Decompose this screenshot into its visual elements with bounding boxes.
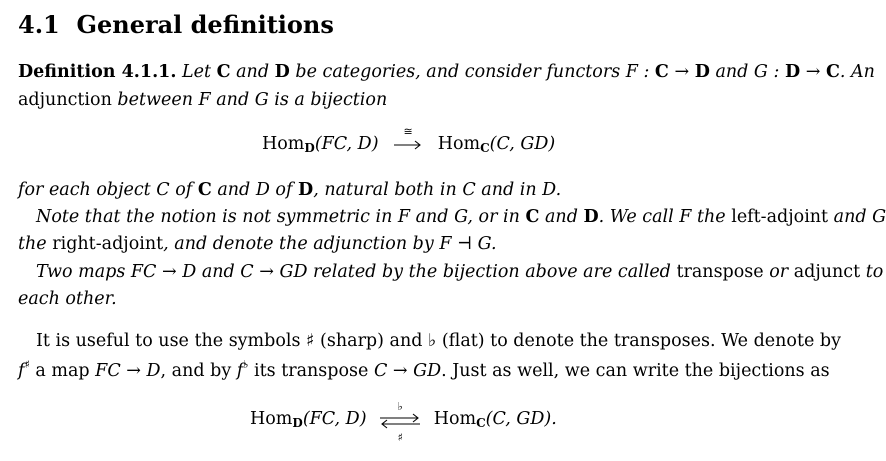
section-number: 4.1	[18, 10, 60, 39]
term-adjunct: adjunct	[793, 262, 861, 282]
definition-label: Definition 4.1.1.	[18, 62, 177, 82]
sharp-label: ♯	[397, 430, 403, 444]
definition-line-5: the right-adjoint, and denote the adjunction by F ⊣ G.	[18, 234, 497, 254]
definition-line-4: Note that the notion is not symmetric in F and G, or in C and D. We call F the left-adjoint and G	[36, 207, 886, 227]
paragraph-line-1: It is useful to use the symbols ♯ (sharp) and ♭ (flat) to denote the transposes. We denote by	[36, 331, 841, 351]
term-right-adjoint: right-adjoint	[52, 234, 164, 254]
definition-line-2: adjunction between F and G is a bijection	[18, 90, 388, 110]
definition-line-1: Definition 4.1.1. Let C and D be categories, and consider functors F : C → D and G : D → C. An	[18, 62, 875, 82]
arrow-right-icon	[388, 137, 428, 153]
section-heading	[18, 10, 334, 39]
adjunction-arrows	[376, 399, 424, 444]
term-adjunction: adjunction	[18, 90, 112, 110]
display-equation-2: Hom$_D$(FC, D) ♭ ♯ Hom$_C$(C, GD).	[250, 399, 557, 444]
term-left-adjoint: left-adjoint	[731, 207, 829, 227]
flat-label: ♭	[397, 399, 403, 413]
paragraph-line-2: f♯ a map FC → D, and by f♭ its transpose C → GD. Just as well, we can write the bijections as	[18, 358, 830, 381]
definition-line-6: Two maps FC → D and C → GD related by the bijection above are called transpose or adjunct to	[36, 262, 884, 282]
term-transpose: transpose	[676, 262, 764, 282]
section-title: General definitions	[76, 10, 334, 39]
iso-arrow: ≅	[388, 135, 428, 155]
bidirectional-arrows-icon	[376, 412, 424, 430]
definition-line-3: for each object C of C and D of D, natural both in C and in D.	[18, 180, 562, 200]
definition-line-7: each other.	[18, 289, 117, 309]
display-equation-1: Hom$_D$(FC, D) ≅ Hom$_C$(C, GD)	[262, 124, 556, 155]
